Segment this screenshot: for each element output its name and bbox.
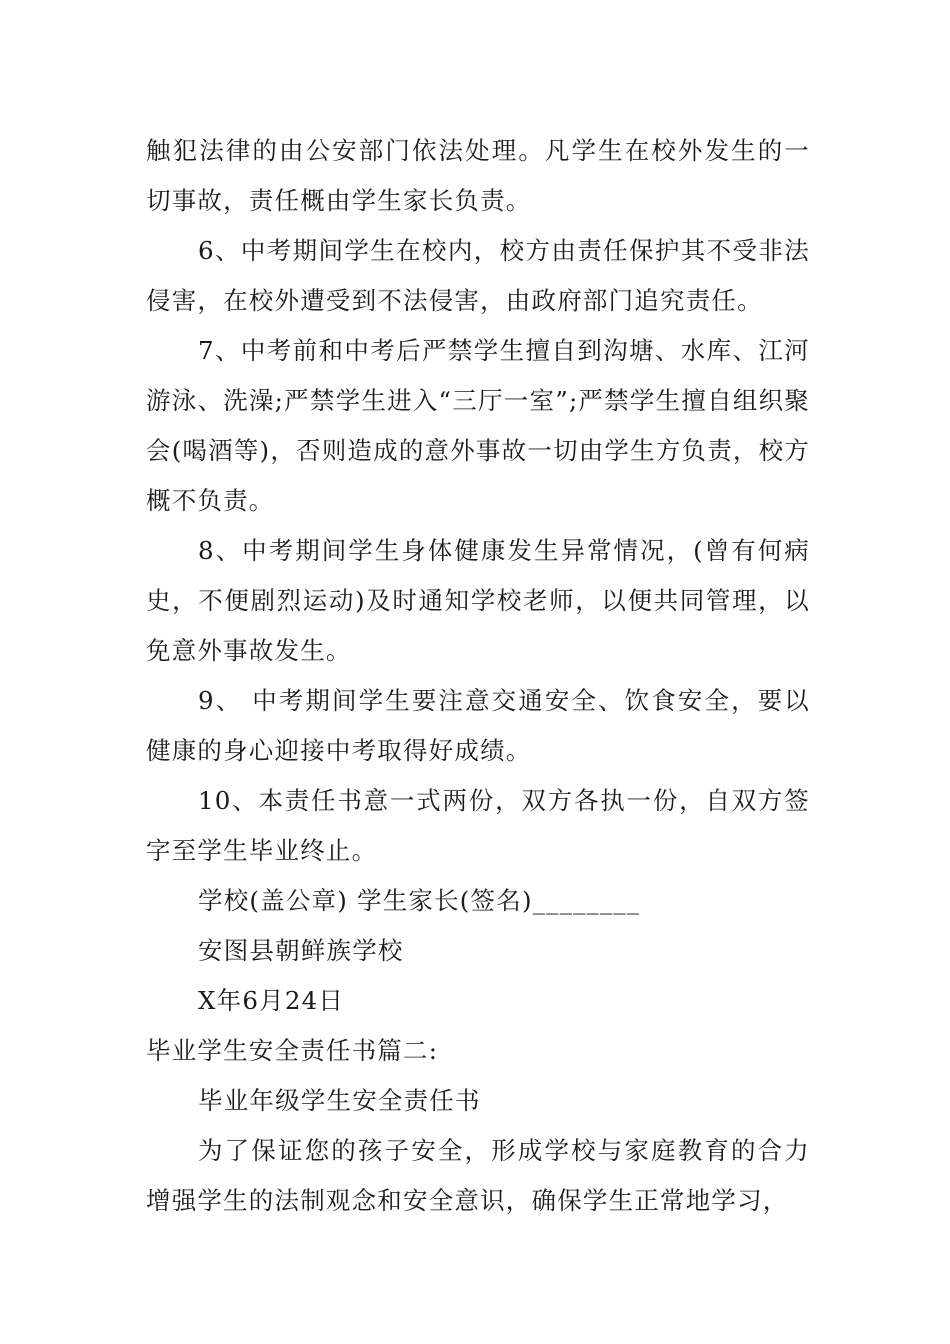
- paragraph-item-10: 10、本责任书意一式两份，双方各执一份，自双方签字至学生毕业终止。: [146, 786, 810, 865]
- section-heading: 毕业学生安全责任书篇二:: [146, 1036, 439, 1065]
- paragraph-item-7: 7、中考前和中考后严禁学生擅自到沟塘、水库、江河游泳、洗澡;严禁学生进入“三厅一室”;严禁学生擅自组织聚会(喝酒等)，否则造成的意外事故一切由学生方负责，校方概不负责。: [146, 336, 811, 515]
- section-title: 毕业年级学生安全责任书: [198, 1086, 481, 1115]
- paragraph-item-8: 8、中考期间学生身体健康发生异常情况，(曾有何病史，不便剧烈运动)及时通知学校老师，以便共同管理，以免意外事故发生。: [146, 536, 810, 665]
- signature-line: 学校(盖公章) 学生家长(签名)________: [198, 886, 641, 915]
- paragraph-intro: 为了保证您的孩子安全，形成学校与家庭教育的合力增强学生的法制观念和安全意识，确保学生正常地学习，: [146, 1136, 810, 1215]
- document-date: X年6月24日: [198, 986, 345, 1015]
- school-name: 安图县朝鲜族学校: [198, 936, 404, 965]
- paragraph-item-6: 6、中考期间学生在校内，校方由责任保护其不受非法侵害，在校外遭受到不法侵害，由政府部门追究责任。: [146, 236, 810, 315]
- paragraph-continuation: 触犯法律的由公安部门依法处理。凡学生在校外发生的一切事故，责任概由学生家长负责。: [146, 136, 810, 215]
- document-body: [146, 126, 810, 1226]
- paragraph-item-9: 9、 中考期间学生要注意交通安全、饮食安全，要以健康的身心迎接中考取得好成绩。: [146, 686, 810, 765]
